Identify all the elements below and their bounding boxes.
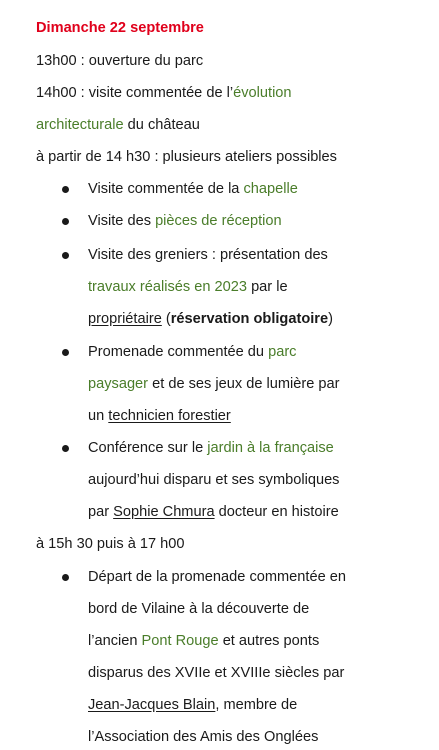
reservation-required: réservation obligatoire bbox=[170, 311, 329, 327]
attic-by-text: par le bbox=[247, 279, 288, 295]
park-line-3 bbox=[88, 407, 231, 425]
bullet-icon bbox=[62, 445, 69, 452]
owner-link[interactable]: propriétaire bbox=[88, 311, 162, 327]
chapel-text: Visite commentée de la bbox=[88, 181, 244, 197]
reception-link[interactable]: pièces de réception bbox=[155, 213, 282, 229]
river-walk-line-6: l’Association des Amis des Onglées bbox=[88, 729, 319, 745]
river-walk-line-5 bbox=[88, 696, 297, 714]
park-line-1 bbox=[88, 343, 296, 361]
open-paren: ( bbox=[161, 311, 171, 327]
guided-tour-line-2 bbox=[36, 116, 200, 134]
park-line-2 bbox=[88, 375, 340, 393]
reception-text: Visite des bbox=[88, 213, 156, 229]
french-garden-link[interactable]: jardin à la française bbox=[207, 440, 334, 456]
other-bridges-text: et autres ponts bbox=[218, 633, 320, 649]
light-games-text: et de ses jeux de lumière par bbox=[148, 376, 340, 392]
list-item-reception bbox=[88, 212, 282, 230]
architecture-link[interactable]: architecturale bbox=[36, 117, 124, 133]
speaker-title: docteur en histoire bbox=[214, 504, 339, 520]
workshops-intro: à partir de 14 h30 : plusieurs ateliers possibles bbox=[36, 149, 337, 165]
page-title: Dimanche 22 septembre bbox=[36, 20, 204, 36]
conference-text: Conférence sur le bbox=[88, 440, 208, 456]
list-item-chapel bbox=[88, 180, 298, 198]
evolution-link[interactable]: évolution bbox=[233, 85, 292, 101]
bullet-icon bbox=[62, 349, 69, 356]
guided-tour-text: 14h00 : visite commentée de l’ bbox=[36, 85, 234, 101]
conference-line-1 bbox=[88, 439, 334, 457]
river-walk-line-4: disparus des XVIIe et XVIIIe siècles par bbox=[88, 665, 345, 681]
speaker-link[interactable]: Sophie Chmura bbox=[113, 504, 215, 520]
river-walk-line-3 bbox=[88, 632, 319, 650]
works-link[interactable]: travaux réalisés en 2023 bbox=[88, 279, 248, 295]
old-text: l’ancien bbox=[88, 633, 142, 649]
attic-line-2 bbox=[88, 278, 288, 296]
river-walk-line-2: bord de Vilaine à la découverte de bbox=[88, 601, 310, 617]
opening-time: 13h00 : ouverture du parc bbox=[36, 53, 204, 69]
bullet-icon bbox=[62, 218, 69, 225]
forest-technician-link[interactable]: technicien forestier bbox=[108, 408, 231, 424]
attic-line-1: Visite des greniers : présentation des bbox=[88, 247, 328, 263]
landscape-link[interactable]: paysager bbox=[88, 376, 149, 392]
conference-line-2: aujourd’hui disparu et ses symboliques bbox=[88, 472, 340, 488]
bullet-icon bbox=[62, 574, 69, 581]
castle-text: du château bbox=[123, 117, 200, 133]
close-paren: ) bbox=[328, 311, 333, 327]
by-text: par bbox=[88, 504, 114, 520]
attic-line-3 bbox=[88, 310, 333, 328]
member-text: , membre de bbox=[215, 697, 298, 713]
park-walk-text: Promenade commentée du bbox=[88, 344, 269, 360]
bullet-icon bbox=[62, 186, 69, 193]
chapel-link[interactable]: chapelle bbox=[243, 181, 298, 197]
bullet-icon bbox=[62, 252, 69, 259]
conference-line-3 bbox=[88, 503, 339, 521]
second-session-time: à 15h 30 puis à 17 h00 bbox=[36, 536, 185, 552]
by-a-text: un bbox=[88, 408, 109, 424]
park-link[interactable]: parc bbox=[268, 344, 297, 360]
river-walk-line-1: Départ de la promenade commentée en bbox=[88, 569, 346, 585]
red-bridge-link[interactable]: Pont Rouge bbox=[141, 633, 219, 649]
guided-tour-line bbox=[36, 84, 292, 102]
guide-link[interactable]: Jean-Jacques Blain bbox=[88, 697, 216, 713]
